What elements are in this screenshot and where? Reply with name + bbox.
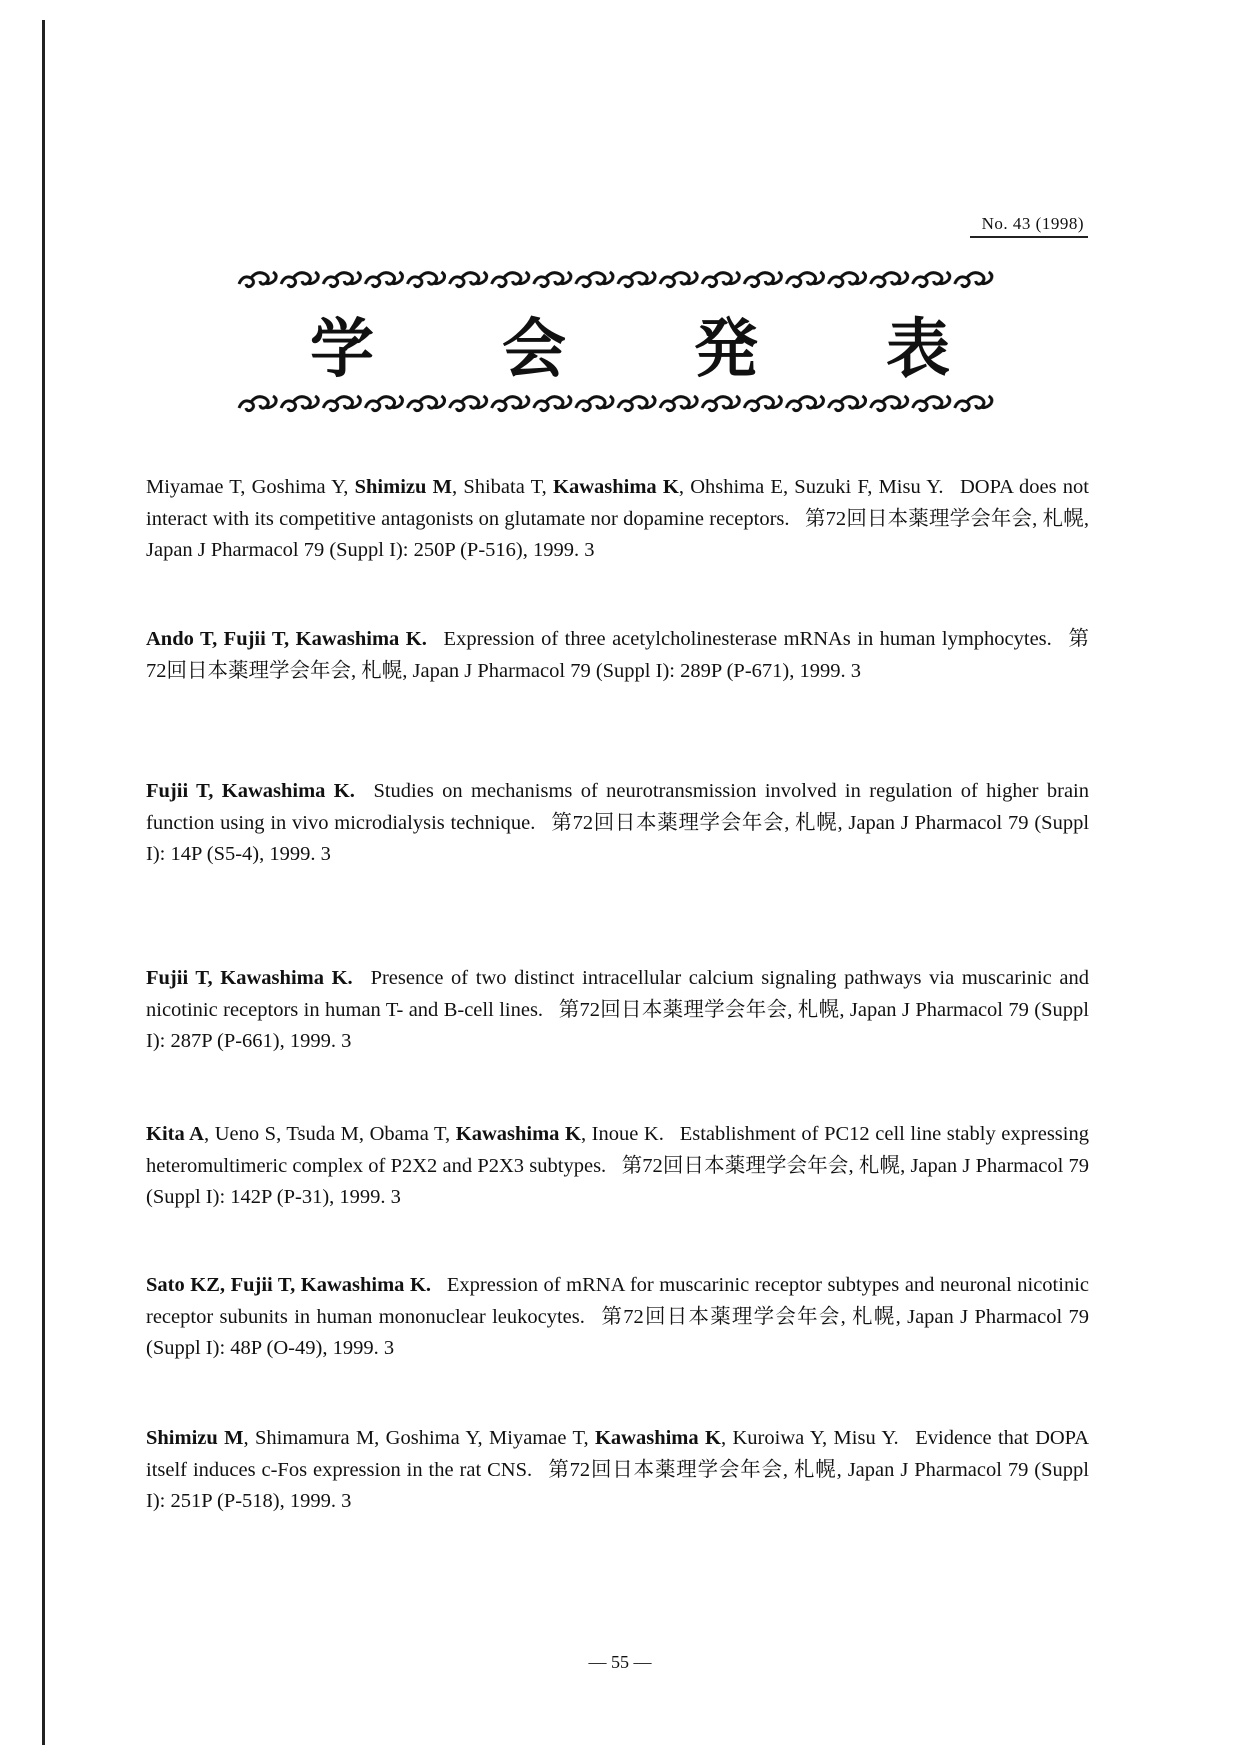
presentation-entry [146, 1423, 1089, 1518]
page-number: — 55 — [588, 1652, 652, 1672]
author: , Ohshima E, Suzuki F, Misu Y. [678, 476, 944, 498]
author-highlighted: Kawashima K [594, 1427, 721, 1449]
entry-citation: 第72回日本薬理学会年会, 札幌, Japan J Pharmacol 79 (Suppl I): 251P (P-518), 1999. 3 [146, 1458, 1089, 1512]
title-char: 発 [694, 313, 758, 387]
presentation-entry [146, 624, 1089, 687]
author: , Inoue K. [580, 1123, 664, 1145]
presentation-entry [146, 1270, 1089, 1365]
entry-title: Expression of three acetylcholinesterase mRNAs in human lymphocytes. [443, 628, 1052, 650]
author-highlighted: Shimizu M [354, 476, 452, 498]
entry-citation: 第72回日本薬理学会年会, 札幌, Japan J Pharmacol 79 (Suppl I): 287P (P-661), 1999. 3 [146, 998, 1089, 1052]
author-highlighted: Kawashima K [455, 1123, 581, 1145]
entry-citation: 第72回日本薬理学会年会, 札幌, Japan J Pharmacol 79 (Suppl I): 250P (P-516), 1999. 3 [146, 507, 1089, 561]
author-highlighted: Kawashima K [553, 476, 679, 498]
author-highlighted: Fujii T, Kawashima K. [146, 780, 355, 802]
author-highlighted: Kita A [146, 1123, 204, 1145]
author-highlighted: Ando T, Fujii T, Kawashima K. [146, 628, 427, 650]
scan-margin-line [42, 20, 45, 1745]
entry-title: Evidence that DOPA itself induces c-Fos expression in the rat CNS. [146, 1427, 1090, 1481]
presentation-entry [146, 963, 1089, 1058]
ornament-border-bottom [236, 390, 994, 416]
author: , Kuroiwa Y, Misu Y. [720, 1427, 899, 1449]
presentation-entry [146, 472, 1089, 567]
author-highlighted: Sato KZ, Fujii T, Kawashima K. [146, 1274, 432, 1296]
page-title [310, 314, 950, 386]
entry-citation: 第72回日本薬理学会年会, 札幌, Japan J Pharmacol 79 (Suppl I): 289P (P-671), 1999. 3 [146, 628, 1090, 682]
issue-number: No. 43 (1998) [970, 214, 1088, 238]
entry-title: Presence of two distinct intracellular calcium signaling pathways via muscarinic and nicotinic receptors in human T- and B-cell lines. [146, 967, 1089, 1021]
title-char: 学 [310, 313, 374, 387]
entry-title: Expression of mRNA for muscarinic receptor subtypes and neuronal nicotinic receptor subunits in human mononuclear leukocytes. [146, 1274, 1089, 1328]
author: , Shimamura M, Goshima Y, Miyamae T, [243, 1427, 595, 1449]
entry-citation: 第72回日本薬理学会年会, 札幌, Japan J Pharmacol 79 (Suppl I): 48P (O-49), 1999. 3 [146, 1305, 1090, 1359]
author: , Shibata T, [451, 476, 554, 498]
ornament-border-top [236, 266, 994, 292]
presentation-entry [146, 776, 1089, 871]
presentation-list [146, 472, 1089, 1572]
presentation-entry [146, 1119, 1089, 1214]
entry-title: Studies on mechanisms of neurotransmission involved in regulation of higher brain function using in vivo microdialysis technique. [146, 780, 1089, 834]
author: , Ueno S, Tsuda M, Obama T, [203, 1123, 456, 1145]
entry-citation: 第72回日本薬理学会年会, 札幌, Japan J Pharmacol 79 (Suppl I): 142P (P-31), 1999. 3 [146, 1154, 1090, 1208]
title-char: 会 [502, 313, 566, 387]
entry-title: Establishment of PC12 cell line stably expressing heteromultimeric complex of P2X2 and P2X3 subtypes. [146, 1123, 1089, 1177]
author-highlighted: Shimizu M [146, 1427, 244, 1449]
author: Miyamae T, Goshima Y, [146, 476, 355, 498]
author-highlighted: Fujii T, Kawashima K. [146, 967, 353, 989]
entry-citation: 第72回日本薬理学会年会, 札幌, Japan J Pharmacol 79 (Suppl I): 14P (S5-4), 1999. 3 [146, 811, 1090, 865]
title-char: 表 [886, 313, 950, 387]
entry-title: DOPA does not interact with its competitive antagonists on glutamate nor dopamine receptors. [146, 476, 1089, 530]
